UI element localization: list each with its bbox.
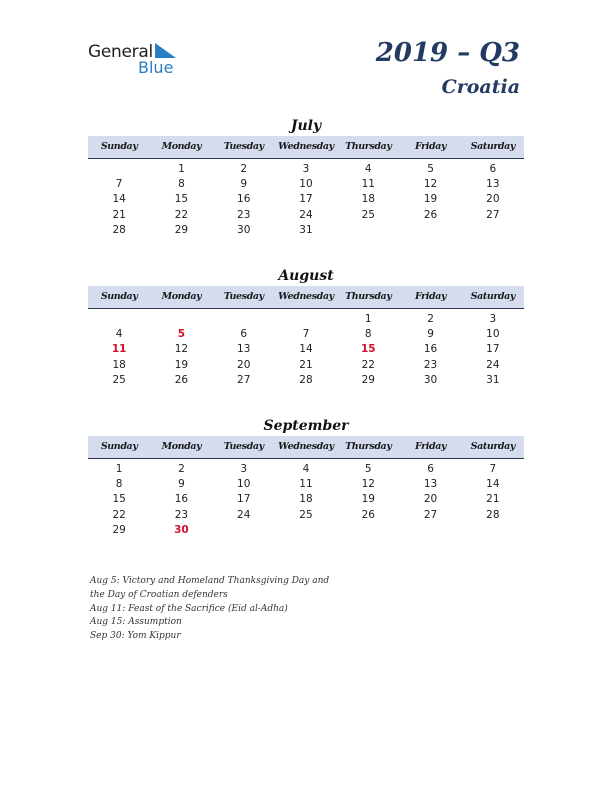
weekday-label: Tuesday — [223, 441, 264, 452]
weekday-label: Wednesday — [278, 291, 334, 302]
day-cell: 18 — [112, 358, 126, 371]
day-cell: 27 — [486, 208, 500, 221]
day-cell: 1 — [115, 463, 123, 475]
day-cell: 28 — [112, 223, 126, 236]
day-cell — [337, 223, 399, 238]
week-row — [88, 162, 524, 177]
day-cell: 4 — [302, 463, 310, 475]
day-cell: 10 — [299, 178, 313, 191]
holiday-day-cell: 11 — [111, 343, 127, 356]
day-cell: 12 — [423, 178, 438, 191]
weekday-label: Tuesday — [223, 291, 264, 302]
day-cell: 20 — [486, 193, 500, 206]
day-cell — [399, 223, 461, 238]
month-september — [88, 416, 524, 538]
holiday-notes — [90, 575, 390, 644]
day-cell: 9 — [240, 178, 248, 191]
day-cell: 24 — [299, 208, 313, 221]
day-cell: 28 — [486, 508, 500, 521]
day-cell: 19 — [423, 193, 438, 206]
day-cell: 23 — [174, 508, 189, 521]
weekday-label: Wednesday — [278, 441, 334, 452]
day-cell: 21 — [486, 493, 500, 506]
day-cell: 29 — [174, 223, 189, 236]
day-cell: 25 — [112, 373, 126, 386]
day-cell: 26 — [361, 508, 375, 521]
week-row — [88, 373, 524, 388]
holiday-note: the Day of Croatian defenders — [90, 589, 228, 600]
holiday-note: Aug 5: Victory and Homeland Thanksgiving Day and — [90, 576, 330, 586]
day-cell: 26 — [423, 208, 438, 221]
weekday-label: Monday — [161, 441, 202, 452]
day-cell: 17 — [237, 493, 251, 506]
logo-triangle-icon — [153, 43, 177, 59]
day-cell: 25 — [299, 508, 313, 521]
weekday-label: Thursday — [345, 141, 392, 152]
day-cell: 29 — [112, 523, 126, 536]
day-cell: 27 — [237, 373, 251, 386]
day-cell: 9 — [427, 328, 434, 341]
day-cell — [150, 312, 212, 327]
day-cell: 8 — [178, 178, 185, 191]
holiday-note: Sep 30: Yom Kippur — [90, 631, 181, 642]
day-cell: 31 — [486, 373, 500, 386]
day-cell: 13 — [486, 178, 500, 191]
day-cell: 11 — [361, 178, 375, 191]
day-cell: 18 — [361, 193, 375, 206]
holiday-note: Aug 15: Assumption — [90, 617, 182, 628]
day-cell: 12 — [361, 478, 375, 491]
day-cell: 17 — [486, 343, 500, 356]
week-row — [88, 358, 524, 373]
day-cell: 25 — [361, 208, 375, 221]
day-cell: 10 — [486, 328, 500, 341]
day-cell: 12 — [174, 343, 189, 356]
week-row — [88, 312, 524, 327]
week-rows — [88, 159, 524, 238]
day-cell — [337, 523, 399, 538]
week-rows — [88, 309, 524, 388]
day-cell: 1 — [364, 313, 372, 325]
page-title: 2019 – Q3 — [375, 38, 520, 68]
week-row — [88, 327, 524, 342]
day-cell: 21 — [112, 208, 126, 221]
day-cell: 7 — [115, 178, 123, 191]
day-cell — [275, 312, 337, 327]
day-cell: 20 — [423, 493, 438, 506]
weekday-header-row — [88, 286, 524, 309]
day-cell: 7 — [302, 328, 310, 341]
day-cell: 2 — [240, 163, 248, 175]
week-row — [88, 208, 524, 223]
day-cell: 23 — [423, 358, 438, 371]
holiday-day-cell: 30 — [174, 523, 189, 536]
weekday-label: Monday — [161, 141, 202, 152]
weekday-label: Wednesday — [278, 141, 334, 152]
day-cell: 11 — [299, 478, 313, 491]
month-title: September — [263, 418, 349, 434]
month-title: August — [278, 268, 334, 284]
day-cell: 8 — [364, 328, 372, 341]
day-cell: 28 — [299, 373, 313, 386]
day-cell: 7 — [489, 463, 497, 475]
day-cell: 14 — [112, 193, 126, 206]
week-row — [88, 342, 524, 357]
day-cell: 24 — [237, 508, 251, 521]
week-rows — [88, 459, 524, 538]
week-row — [88, 508, 524, 523]
holiday-day-cell: 15 — [360, 343, 376, 356]
day-cell: 30 — [237, 223, 251, 236]
weekday-label: Saturday — [470, 141, 516, 152]
day-cell: 1 — [178, 163, 185, 175]
day-cell: 2 — [178, 463, 185, 475]
day-cell: 17 — [299, 193, 313, 206]
weekday-label: Friday — [414, 441, 447, 452]
day-cell: 22 — [174, 208, 189, 221]
day-cell — [88, 312, 150, 327]
day-cell: 16 — [174, 493, 189, 506]
weekday-label: Monday — [161, 291, 202, 302]
day-cell — [399, 523, 461, 538]
day-cell: 6 — [489, 163, 497, 175]
week-row — [88, 492, 524, 507]
day-cell: 16 — [423, 343, 438, 356]
week-row — [88, 462, 524, 477]
day-cell: 10 — [237, 478, 251, 491]
day-cell: 15 — [112, 493, 126, 506]
day-cell: 5 — [427, 163, 434, 175]
day-cell: 6 — [240, 328, 248, 341]
weekday-label: Saturday — [470, 441, 516, 452]
weekday-header-row — [88, 436, 524, 459]
day-cell — [462, 523, 524, 538]
week-row — [88, 223, 524, 238]
weekday-label: Saturday — [470, 291, 516, 302]
month-august — [88, 266, 524, 388]
weekday-label: Sunday — [100, 291, 138, 302]
day-cell: 24 — [486, 358, 500, 371]
week-row — [88, 192, 524, 207]
day-cell: 23 — [237, 208, 251, 221]
country-title: Croatia — [441, 76, 520, 98]
generalblue-logo — [88, 40, 188, 80]
logo-blue-text: Blue — [138, 58, 174, 77]
weekday-label: Tuesday — [223, 141, 264, 152]
day-cell: 20 — [237, 358, 251, 371]
day-cell: 22 — [361, 358, 375, 371]
day-cell — [88, 162, 150, 177]
day-cell — [462, 223, 524, 238]
weekday-label: Thursday — [345, 441, 392, 452]
weekday-label: Sunday — [100, 141, 138, 152]
weekday-label: Friday — [414, 141, 447, 152]
day-cell: 22 — [112, 508, 126, 521]
day-cell: 26 — [174, 373, 189, 386]
holiday-note: Aug 11: Feast of the Sacrifice (Eid al-Adha) — [90, 603, 288, 614]
day-cell: 31 — [299, 223, 313, 236]
month-july — [88, 116, 524, 238]
weekday-label: Thursday — [345, 291, 392, 302]
day-cell: 2 — [427, 313, 434, 325]
day-cell: 14 — [486, 478, 500, 491]
day-cell — [213, 523, 275, 538]
day-cell: 6 — [427, 463, 434, 475]
logo-general-text: General — [88, 42, 153, 62]
day-cell: 9 — [178, 478, 185, 491]
week-row — [88, 177, 524, 192]
day-cell — [275, 523, 337, 538]
day-cell: 3 — [302, 163, 310, 175]
weekday-label: Friday — [414, 291, 447, 302]
day-cell: 16 — [237, 193, 251, 206]
day-cell: 4 — [115, 328, 123, 341]
day-cell: 8 — [115, 478, 123, 491]
day-cell: 3 — [489, 313, 497, 325]
day-cell: 30 — [423, 373, 438, 386]
day-cell: 15 — [174, 193, 189, 206]
weekday-header-row — [88, 136, 524, 159]
day-cell: 5 — [364, 463, 372, 475]
day-cell: 13 — [237, 343, 251, 356]
day-cell: 19 — [361, 493, 375, 506]
holiday-day-cell: 5 — [177, 328, 186, 341]
day-cell: 14 — [299, 343, 313, 356]
day-cell: 19 — [174, 358, 189, 371]
day-cell: 21 — [299, 358, 313, 371]
day-cell: 13 — [423, 478, 438, 491]
day-cell: 18 — [299, 493, 313, 506]
day-cell — [213, 312, 275, 327]
month-title: July — [290, 118, 322, 134]
week-row — [88, 477, 524, 492]
day-cell: 3 — [240, 463, 248, 475]
week-row — [88, 523, 524, 538]
day-cell: 4 — [364, 163, 372, 175]
day-cell: 27 — [423, 508, 438, 521]
day-cell: 29 — [361, 373, 375, 386]
weekday-label: Sunday — [100, 441, 138, 452]
